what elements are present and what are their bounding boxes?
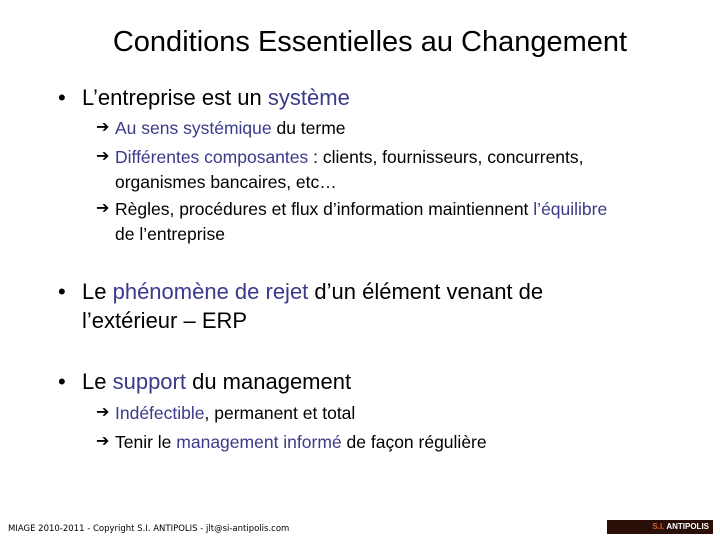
highlight-text: phénomène de rejet: [112, 279, 309, 304]
arrow-right-icon: ➔: [96, 200, 110, 217]
sub-bullet-text: Au sens systémique du terme: [115, 118, 346, 138]
highlight-text: système: [267, 85, 350, 110]
highlight-text: l’équilibre: [533, 199, 608, 219]
highlight-text: Indéfectible: [115, 403, 205, 423]
sub-bullet-informed: [96, 430, 696, 455]
highlight-text: support: [112, 369, 186, 394]
si-antipolis-logo: S.I. ANTIPOLIS: [607, 520, 713, 534]
sub-bullet-text: Indéfectible, permanent et total: [115, 403, 356, 423]
bullet-dot-icon: •: [58, 279, 66, 304]
bullet-text: Le support du management: [82, 369, 352, 394]
arrow-right-icon: ➔: [96, 404, 110, 421]
sub-bullet-rules: [96, 197, 696, 246]
sub-bullet-text: Règles, procédures et flux d’information maintiennent l’équilibre de l’entreprise: [115, 199, 608, 244]
sub-bullet-unfailing: [96, 401, 696, 426]
footer-copyright: MIAGE 2010-2011 - Copyright S.I. ANTIPOLIS - jlt@si-antipolis.com: [8, 524, 290, 534]
sub-bullet-text: Tenir le management informé de façon régulière: [115, 432, 487, 452]
bullet-dot-icon: •: [58, 369, 66, 394]
sub-bullet-systemic: [96, 116, 696, 141]
arrow-right-icon: ➔: [96, 433, 110, 450]
bullet-text: Le phénomène de rejet d’un élément venant de l’extérieur – ERP: [82, 279, 544, 333]
sub-bullet-components: [96, 145, 696, 194]
arrow-right-icon: ➔: [96, 148, 110, 165]
sub-bullet-text: Différentes composantes : clients, fournisseurs, concurrents, organismes bancaires, etc…: [115, 147, 584, 192]
slide-title: Conditions Essentielles au Changement: [112, 26, 628, 58]
bullet-dot-icon: •: [58, 85, 66, 110]
highlight-text: Au sens systémique: [115, 118, 272, 138]
bullet-text: L’entreprise est un système: [82, 85, 350, 110]
bullet-management-support: [58, 367, 698, 396]
highlight-text: management informé: [176, 432, 342, 452]
bullet-rejection: [58, 277, 698, 335]
arrow-right-icon: ➔: [96, 119, 110, 136]
bullet-enterprise-system: [58, 83, 698, 112]
highlight-text: Différentes composantes: [115, 147, 309, 167]
